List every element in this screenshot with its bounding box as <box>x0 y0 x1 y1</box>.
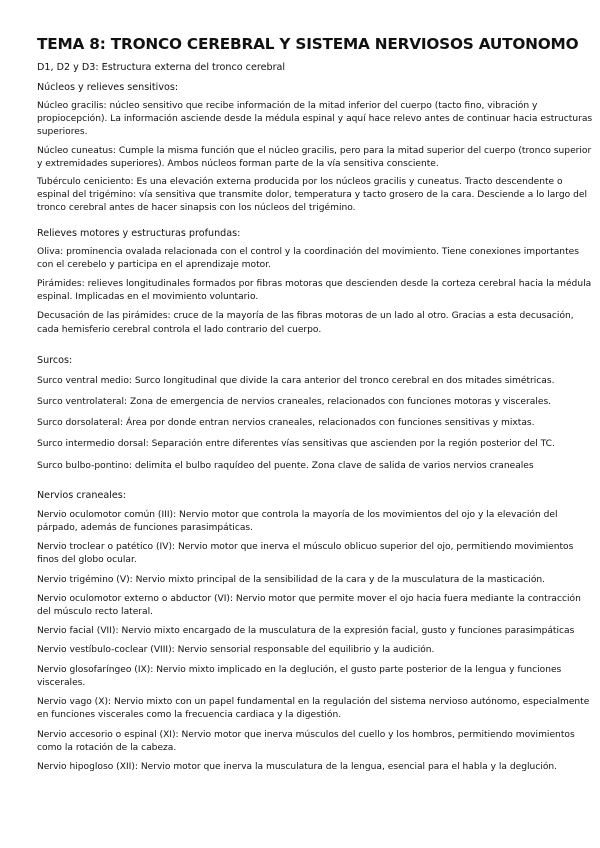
paragraph-text: Nervio mixto con un papel fundamental en la regulación del sistema nervioso autónomo, especialmente en funciones viscerales como la frecuencia cardiaca y la digestión. <box>37 697 590 721</box>
paragraph-term: Surco ventral medio: <box>37 375 132 386</box>
paragraph <box>37 644 593 657</box>
paragraph <box>37 729 593 755</box>
paragraph-text: Surco longitudinal que divide la cara anterior del tronco cerebral en dos mitades simétricas. <box>131 375 555 386</box>
paragraph-term: Nervio vestíbulo-coclear (VIII): <box>37 645 175 656</box>
paragraph-text: Nervio sensorial responsable del equilibrio y la audición. <box>174 645 435 656</box>
paragraph-term: Nervio accesorio o espinal (XI): <box>37 729 179 740</box>
page-subtitle: D1, D2 y D3: Estructura externa del tronco cerebral <box>37 62 286 73</box>
paragraph-term: Surco ventrolateral: <box>37 397 128 408</box>
paragraph-text: Área por donde entran nervios craneales, relacionados con funciones sensitivas y mixtas. <box>123 418 535 429</box>
paragraph <box>37 438 593 451</box>
paragraph-term: Nervio oculomotor común (III): <box>37 509 177 520</box>
paragraph-term: Nervio glosofaríngeo (IX): <box>37 664 154 675</box>
paragraph-text: Separación entre diferentes vías sensitivas que ascienden por la región posterior del TC. <box>148 439 555 450</box>
paragraph-text: Zona de emergencia de nervios craneales, relacionados con funciones motoras y viscerales. <box>127 397 552 408</box>
paragraph-text: Nervio motor que inerva músculos del cuello y los hombros, permitiendo movimientos como la rotación de la cabeza. <box>37 729 575 753</box>
paragraph <box>37 509 593 535</box>
paragraph-text: Cumple la misma función que el núcleo gracilis, pero para la mitad superior del cuerpo (tronco superior y extremidades superiores). Ambos núcleos forman parte de la vía sensitiva consciente. <box>37 145 592 169</box>
paragraph-term: Decusación de las pirámides: <box>37 311 171 322</box>
paragraph-term: Nervio facial (VII): <box>37 626 119 637</box>
paragraph-term: Surco bulbo-pontino: <box>37 460 132 471</box>
paragraph-term: Tubérculo ceniciento: <box>37 177 134 188</box>
paragraph <box>37 176 593 216</box>
paragraph-term: Nervio trigémino (V): <box>37 574 133 585</box>
paragraph <box>37 375 593 388</box>
paragraph-text: Nervio motor que inerva el músculo oblicuo superior del ojo, permitiendo movimientos finos del globo ocular. <box>37 542 574 566</box>
paragraph <box>37 696 593 722</box>
paragraph <box>37 278 593 304</box>
paragraph-term: Núcleo gracilis: <box>37 101 107 111</box>
paragraph-text: Es una elevación externa producida por los núcleos gracilis y cuneatus. Tracto descendente o espinal del trigémino: vía sensitiva que transmite dolor, temperatura y tacto grosero de la cara. Desciende a lo largo del tronco cerebral antes de hacer sinapsis con los núcleos del trigémino. <box>37 177 587 214</box>
paragraph <box>37 310 593 336</box>
paragraph-term: Oliva: <box>37 246 64 257</box>
section-heading: Nervios craneales: <box>37 489 127 501</box>
paragraph-term: Nervio troclear o patético (IV): <box>37 542 176 553</box>
paragraph-text: delimita el bulbo raquídeo del puente. Zona clave de salida de varios nervios craneales <box>131 460 534 471</box>
paragraph-text: Nervio mixto principal de la sensibilidad de la cara y de la musculatura de la masticación. <box>132 574 546 585</box>
paragraph-term: Nervio oculomotor externo o abductor (VI): <box>37 593 234 604</box>
paragraph <box>37 246 593 272</box>
section-heading: Relieves motores y estructuras profundas: <box>37 227 241 239</box>
paragraph-text: Nervio motor que inerva la musculatura de la lengua, esencial para el habla y la deglución. <box>137 761 558 772</box>
section-heading: Surcos: <box>37 354 73 366</box>
paragraph <box>37 593 593 619</box>
paragraph <box>37 574 593 587</box>
document-page <box>37 34 593 774</box>
paragraph-term: Núcleo cuneatus: <box>37 145 116 156</box>
paragraph <box>37 460 593 473</box>
paragraph <box>37 625 593 638</box>
page-title: TEMA 8: TRONCO CEREBRAL Y SISTEMA NERVIOSOS AUTONOMO <box>37 35 579 53</box>
paragraph <box>37 396 593 409</box>
paragraph <box>37 145 593 171</box>
paragraph <box>37 417 593 430</box>
paragraph-text: prominencia ovalada relacionada con el control y la coordinación del movimiento. Tiene conexiones importantes con el cerebelo y participa en el aprendizaje motor. <box>37 246 579 270</box>
paragraph-text: Nervio mixto implicado en la deglución, el gusto parte posterior de la lengua y funciones viscerales. <box>37 664 562 688</box>
paragraph-text: Nervio motor que permite mover el ojo hacia fuera mediante la contracción del músculo recto lateral. <box>37 593 581 618</box>
paragraph <box>37 100 593 140</box>
paragraph-text: cruce de la mayoría de las fibras motoras de un lado al otro. Gracias a esta decusación, cada hemisferio cerebral controla el lado contrario del cuerpo. <box>37 311 574 335</box>
paragraph <box>37 541 593 567</box>
paragraph-term: Surco intermedio dorsal: <box>37 439 149 450</box>
paragraph-text: Nervio mixto encargado de la musculatura de la expresión facial, gusto y funciones parasimpáticas <box>118 626 575 637</box>
paragraph-term: Nervio vago (X): <box>37 697 112 708</box>
paragraph-term: Pirámides: <box>37 279 85 290</box>
paragraph-text: núcleo sensitivo que recibe información de la mitad inferior del cuerpo (tacto fino, vibración y propiocepción). La información asciende desde la médula espinal y aquí hace relevo antes de continuar hacia estructuras superiores. <box>37 101 593 138</box>
paragraph-term: Nervio hipogloso (XII): <box>37 761 138 772</box>
paragraph-text: Nervio motor que controla la mayoría de los movimientos del ojo y la elevación del párpado, además de funciones parasimpáticas. <box>37 509 558 534</box>
paragraph-term: Surco dorsolateral: <box>37 418 124 429</box>
paragraph <box>37 761 593 774</box>
section-heading: Núcleos y relieves sensitivos: <box>37 82 179 93</box>
document-body <box>37 81 593 774</box>
paragraph-text: relieves longitudinales formados por fibras motoras que descienden desde la corteza cerebral hacia la médula espinal. Implicadas en el movimiento voluntario. <box>37 279 592 303</box>
paragraph <box>37 664 593 690</box>
